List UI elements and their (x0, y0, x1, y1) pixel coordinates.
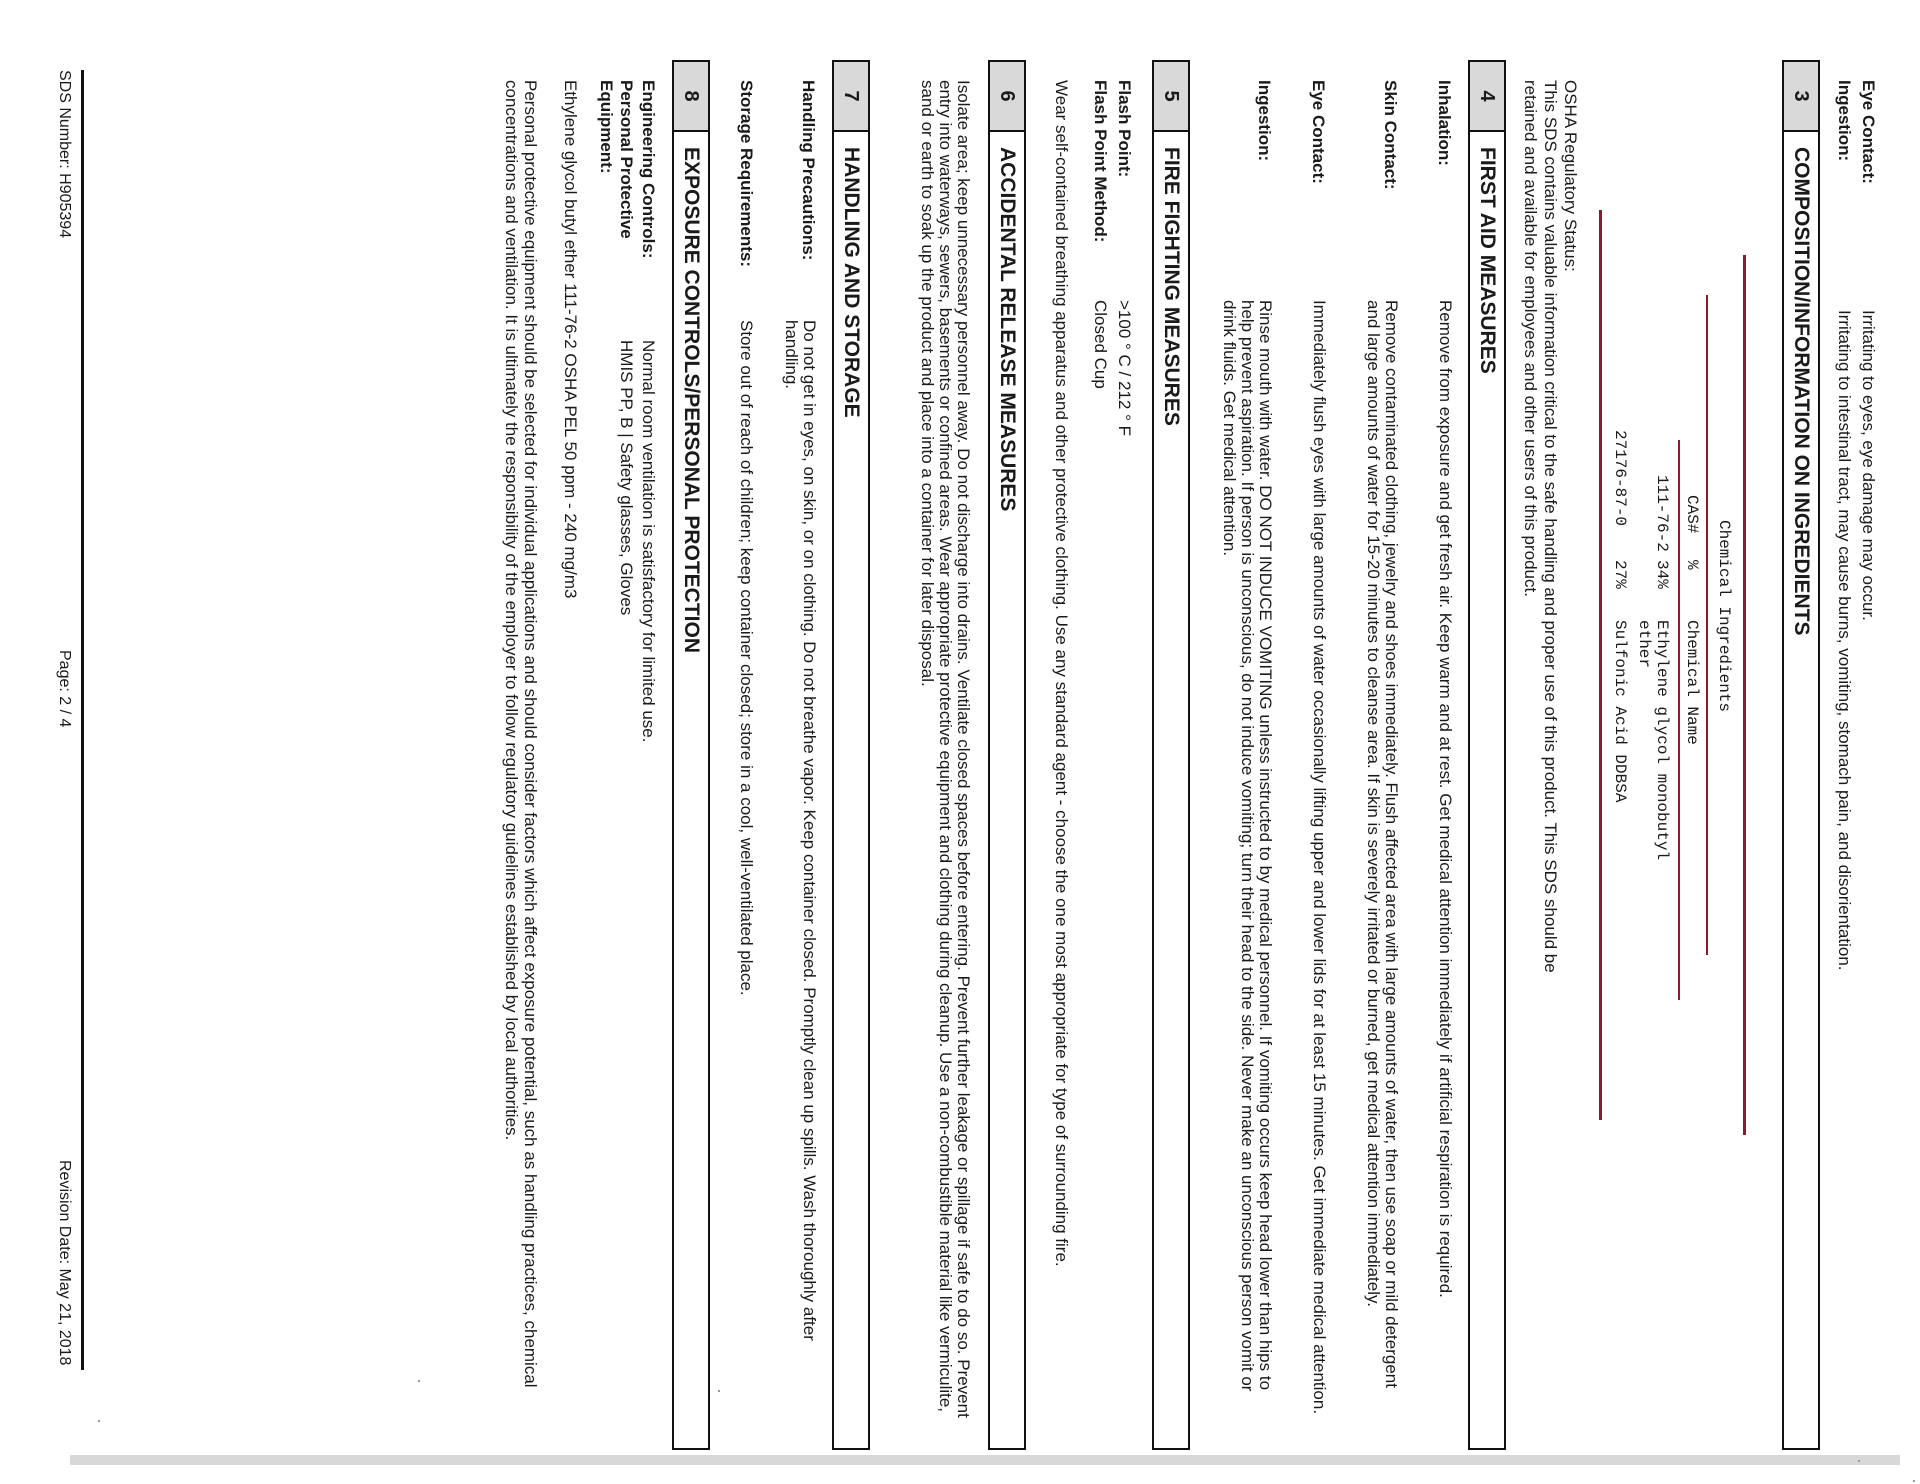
section-title: EXPOSURE CONTROLS/PERSONAL PROTECTION (680, 147, 703, 653)
section-7-header (832, 60, 870, 1450)
section-number: 6 (990, 62, 1024, 132)
first-aid-eye-text: Immediately flush eyes with large amounts of water occasionally lifting upper and lower lids for at least 15 minutes. Get immediate medical attention. (1310, 300, 1329, 1415)
eye-contact-text: Irritating to eyes, eye damage may occur. (1859, 310, 1878, 621)
ppe-label-cont: Equipment: (597, 80, 616, 174)
col-header-pct: % (1683, 560, 1701, 570)
scan-speck (1858, 1460, 1860, 1462)
section-number: 5 (1154, 62, 1188, 132)
ppe-label: Personal Protective (617, 80, 636, 239)
row-2-cas: 27176-87-0 (1611, 430, 1629, 527)
first-aid-ingestion-text: Rinse mouth with water. DO NOT INDUCE VOMITING unless instructed to by medical personnel. If vomiting occurs keep head lower than hips to help prevent aspiration. If person is unconscious, do not induce vomiting; turn their head to the side. Never make an unconscious person vomit or drink fluids. Get medical attention. (1220, 300, 1275, 1392)
osha-text-1: This SDS contains valuable information critical to the safe handling and proper use of this product. This SDS should be (1541, 80, 1560, 973)
ingredients-caption: Chemical Ingredients (1715, 520, 1733, 713)
row-1-cas: 111-76-2 (1653, 475, 1671, 552)
first-aid-ingestion-label: Ingestion: (1255, 80, 1274, 162)
fire-fighting-text: Wear self-contained breathing apparatus and other protective clothing. Use any standard agent - choose the one most appropriate for type of surrounding fire. (1052, 80, 1071, 1267)
section-6-header (988, 60, 1026, 1450)
first-aid-eye-label: Eye Contact: (1309, 80, 1328, 184)
section-number: 3 (1784, 62, 1818, 132)
section-title: HANDLING AND STORAGE (840, 147, 863, 418)
sds-number: SDS Number: H905394 (56, 70, 73, 239)
ingestion-text: Irritating to intestinal tract, may cause burns, vomiting, stomach pain, and disorientation. (1835, 310, 1854, 971)
engineering-controls-text: Normal room ventilation is satisfactory for limited use. (639, 340, 658, 743)
flash-point-method-value: Closed Cup (1091, 300, 1110, 389)
skin-contact-text: Remove contaminated clothing, jewelry and shoes immediately. Flush affected area with large amounts of water, then use soap or mild detergent and large amounts of water for 15-20 minutes to cleanse area. If skin is severely irritated or burned, get medical attention immediately. (1364, 300, 1401, 1388)
scan-speck (1913, 1480, 1915, 1482)
scan-edge (70, 1455, 1900, 1465)
skin-contact-label: Skin Contact: (1381, 80, 1400, 190)
handling-precautions-text: Do not get in eyes, on skin, or on clothing. Do not breathe vapor. Keep container closed. Promptly clean up spills. Wash thoroughly after handling. (782, 320, 819, 1341)
section-number: 8 (674, 62, 708, 132)
section-number: 7 (834, 62, 868, 132)
accidental-release-text: Isolate area; keep unnecessary personnel away. Do not discharge into drains. Ventilate closed spaces before entering. Prevent further leakage or spillage if safe to do so. Prevent entry into waterways, sewers, basements or confined areas. Wear appropriate protective equipment and clothing during cleanup. Use a non-combustible material like vermiculite, sand or earth to soak up the product and place into a container for later disposal. (918, 80, 973, 1418)
scan-speck (98, 1420, 100, 1422)
revision-date: Revision Date: May 21, 2018 (56, 1160, 73, 1366)
section-5-header (1152, 60, 1190, 1450)
flash-point-method-label: Flash Point Method: (1091, 80, 1110, 243)
table-header-underline (1678, 440, 1680, 1000)
ppe-text: HMIS PP, B | Safety glasses, Gloves (617, 340, 636, 616)
exposure-limit-text: Ethylene glycol butyl ether 111-76-2 OSHA PEL 50 ppm - 240 mg/m3 (561, 80, 580, 599)
section-title: ACCIDENTAL RELEASE MEASURES (996, 147, 1019, 512)
section-title: FIRST AID MEASURES (1476, 147, 1499, 374)
inhalation-label: Inhalation: (1435, 80, 1454, 166)
col-header-cas: CAS# (1683, 495, 1701, 534)
section-title: FIRE FIGHTING MEASURES (1160, 147, 1183, 426)
section-number: 4 (1470, 62, 1504, 132)
storage-requirements-label: Storage Requirements: (737, 80, 756, 268)
row-1-name-cont: ether (1635, 620, 1653, 669)
section-8-header (672, 60, 710, 1450)
row-1-name: Ethylene glycol monobutyl (1653, 620, 1671, 861)
col-header-name: Chemical Name (1683, 620, 1701, 745)
footer-rule (81, 70, 84, 1370)
row-1-pct: 34% (1653, 560, 1671, 589)
eye-contact-label: Eye Contact: (1859, 80, 1878, 184)
table-bottom-rule (1599, 210, 1602, 1120)
flash-point-value: >100 ° C / 212 ° F (1115, 300, 1134, 436)
scan-speck (418, 1380, 420, 1382)
inhalation-text: Remove from exposure and get fresh air. Keep warm and at rest. Get medical attention immediately if artificial respiration is required. (1436, 300, 1455, 1298)
page-number: Page: 2 / 4 (56, 650, 73, 728)
row-2-pct: 27% (1611, 560, 1629, 589)
engineering-controls-label: Engineering Controls: (639, 80, 658, 259)
handling-precautions-label: Handling Precautions: (799, 80, 818, 261)
scan-speck (718, 1390, 720, 1392)
osha-text-2: retained and available for employees and other users of this product. (1521, 80, 1540, 597)
flash-point-label: Flash Point: (1115, 80, 1134, 178)
table-top-rule (1743, 255, 1746, 1135)
storage-requirements-text: Store out of reach of children; keep container closed; store in a cool, well-ventilated place. (737, 320, 756, 996)
table-header-rule (1706, 295, 1708, 955)
ppe-note-text: Personal protective equipment should be selected for individual applications and should consider factors which affect exposure potential, such as handling practices, chemical concentrations and ventilation. It is ultimately the responsibility of the employer to follow regulatory guidelines established by local authorities. (502, 80, 540, 1388)
section-title: COMPOSITION/INFORMATION ON INGREDIENTS (1790, 147, 1813, 636)
osha-label: OSHA Regulatory Status: (1561, 80, 1580, 272)
section-3-header (1782, 60, 1820, 1450)
section-4-header (1468, 60, 1506, 1450)
row-2-name: Sulfonic Acid DDBSA (1611, 620, 1629, 803)
ingestion-label: Ingestion: (1835, 80, 1854, 162)
